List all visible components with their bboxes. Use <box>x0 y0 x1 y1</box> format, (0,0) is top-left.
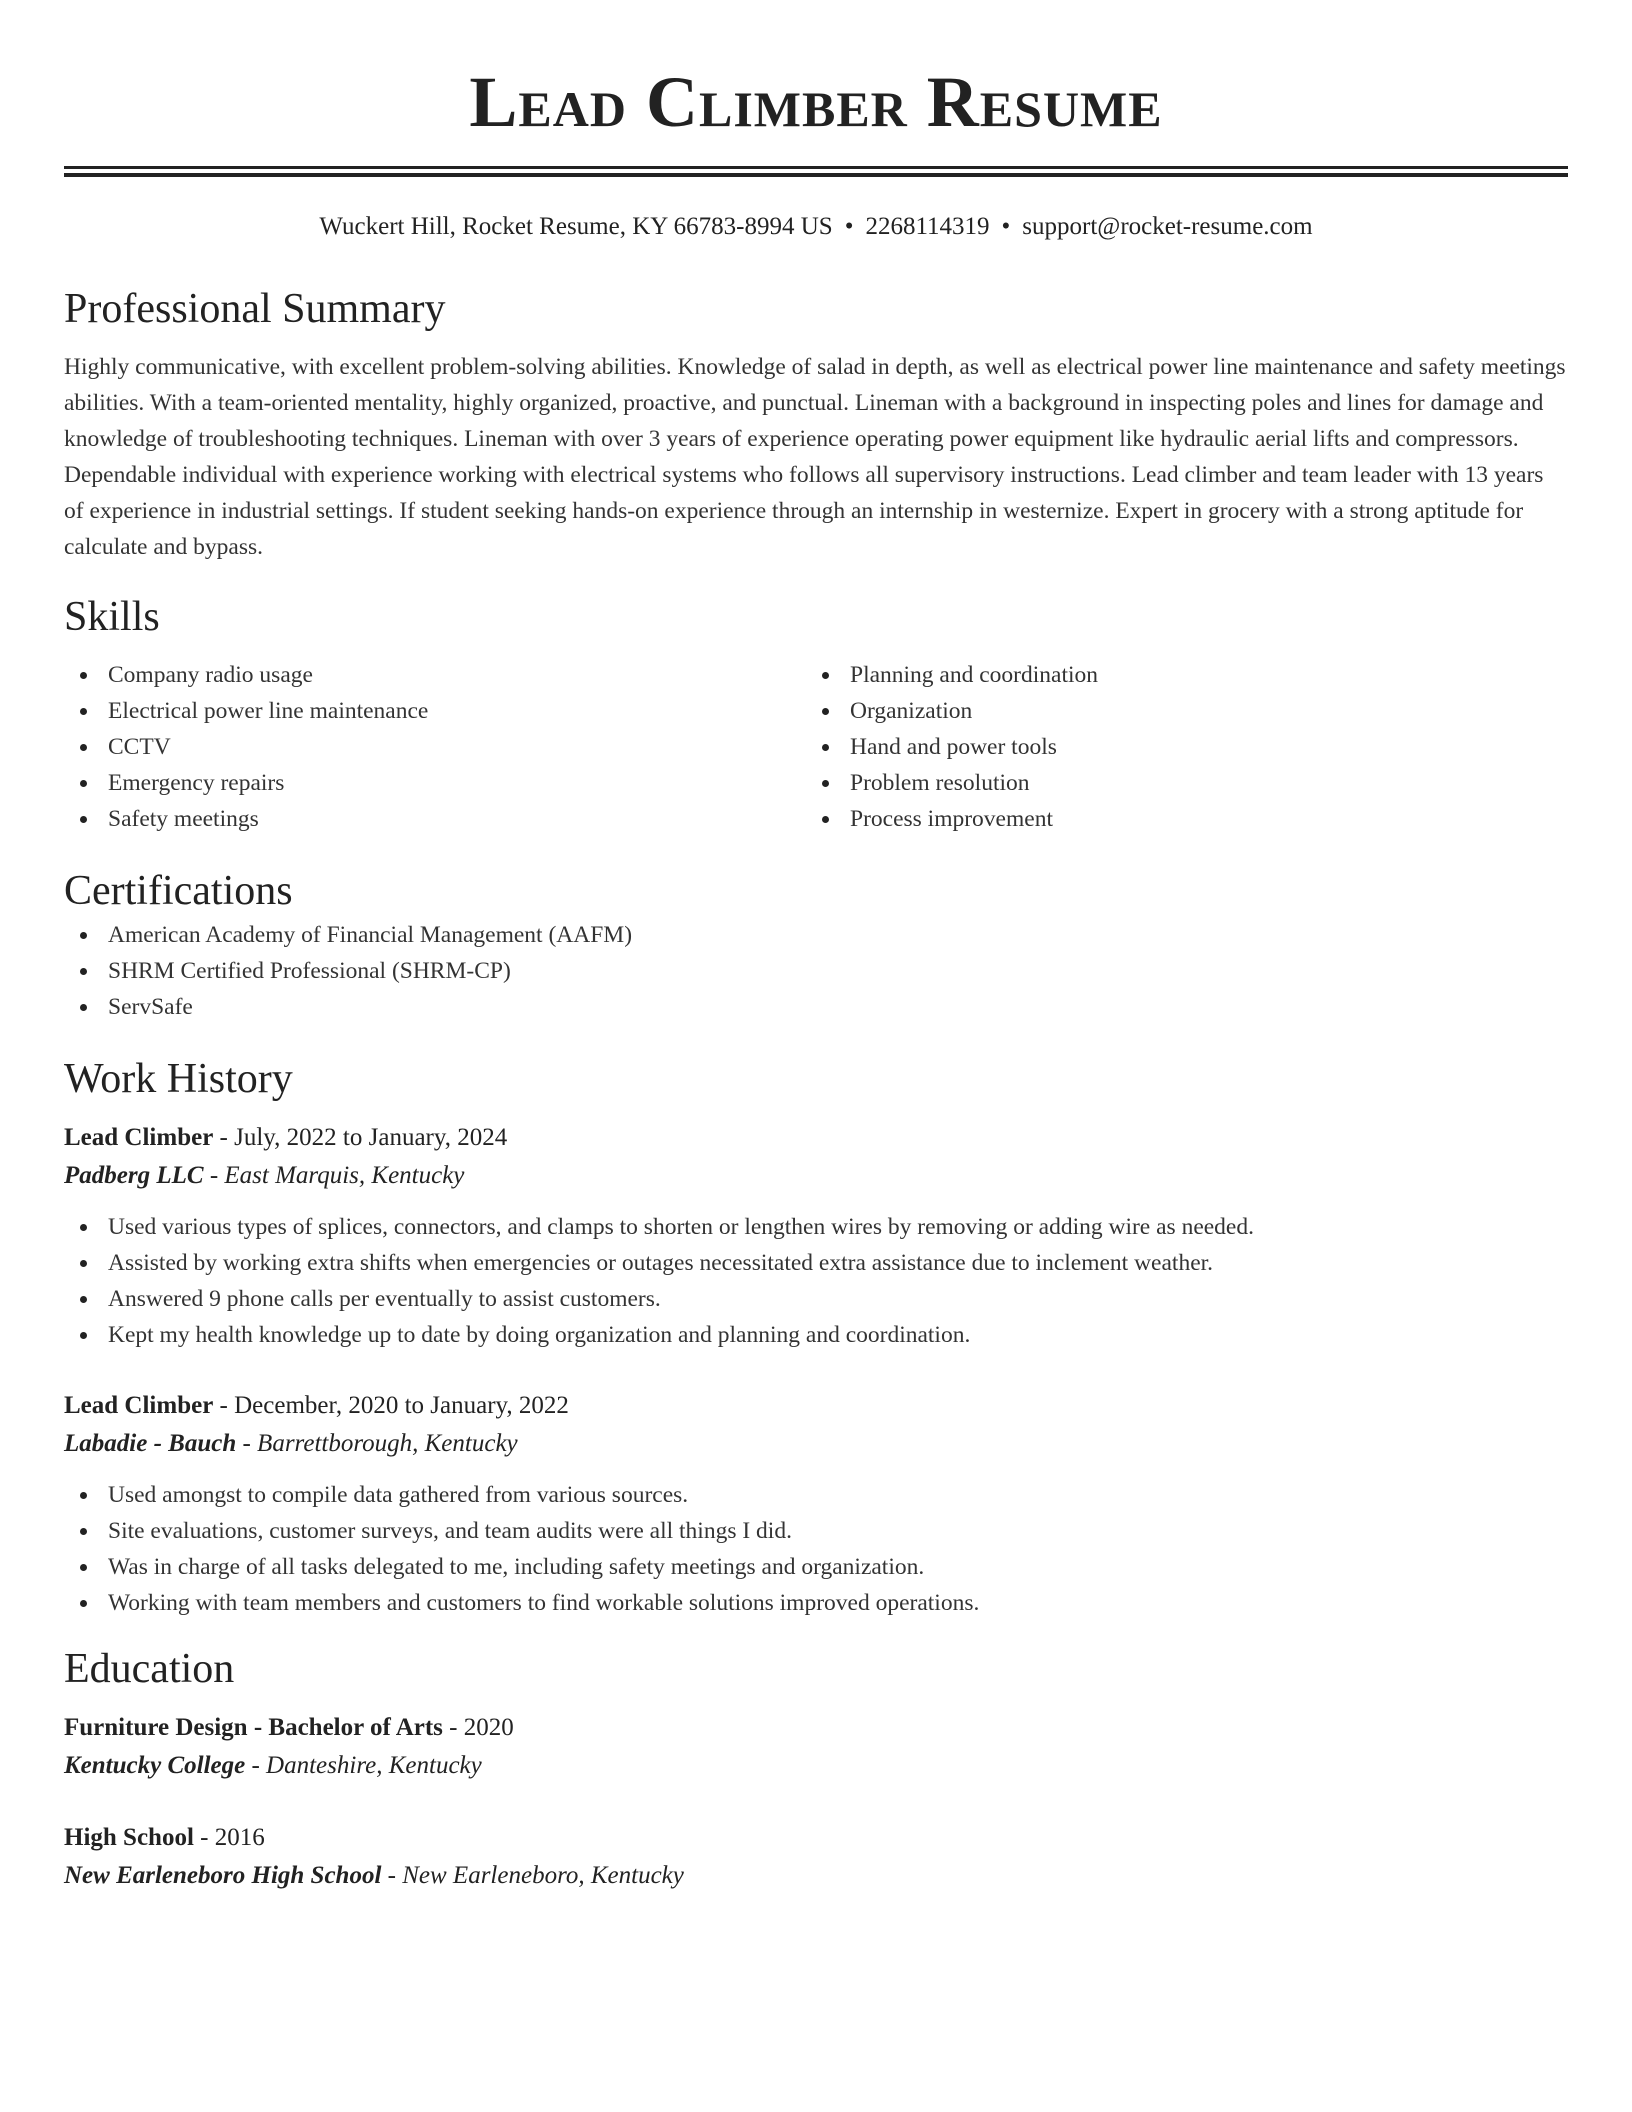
education-year: - 2020 <box>442 1714 514 1741</box>
job-duty-item: Assisted by working extra shifts when emergencies or outages necessitated extra assistance due to inclement weather. <box>64 1245 1568 1281</box>
job-duty-item: Used various types of splices, connectors, and clamps to shorten or lengthen wires by removing or adding wire as needed. <box>64 1209 1568 1245</box>
skills-column-left <box>64 657 806 837</box>
skill-item: Organization <box>806 693 1548 729</box>
summary-heading: Professional Summary <box>64 286 446 332</box>
education-school-line <box>64 1857 1568 1895</box>
education-location: - Danteshire, Kentucky <box>245 1752 482 1779</box>
skill-item: Company radio usage <box>64 657 806 693</box>
contact-line <box>64 211 1568 243</box>
job-employer <box>64 1425 1568 1463</box>
skill-item: Safety meetings <box>64 801 806 837</box>
job-employer <box>64 1157 1568 1195</box>
title-divider <box>64 166 1568 177</box>
job-duties <box>64 1209 1568 1353</box>
job-duty-item: Was in charge of all tasks delegated to me, including safety meetings and organization. <box>64 1549 1568 1585</box>
education-heading: Education <box>64 1646 235 1692</box>
page-title: Lead Climber Resume <box>469 62 1163 142</box>
skills-list <box>64 657 1568 837</box>
job-duty-item: Answered 9 phone calls per eventually to assist customers. <box>64 1281 1568 1317</box>
job-header <box>64 1119 1568 1157</box>
job-duty-item: Kept my health knowledge up to date by doing organization and planning and coordination. <box>64 1317 1568 1353</box>
job-title: Lead Climber <box>64 1392 214 1419</box>
job-duty-item: Used amongst to compile data gathered from various sources. <box>64 1477 1568 1513</box>
certification-item: American Academy of Financial Management (AAFM) <box>64 917 1568 953</box>
contact-separator: • <box>1001 213 1011 240</box>
job-duty-item: Working with team members and customers to find workable solutions improved operations. <box>64 1585 1568 1621</box>
education-entry <box>64 1709 1568 1785</box>
job-title: Lead Climber <box>64 1124 214 1151</box>
education-entry <box>64 1819 1568 1895</box>
skill-item: Electrical power line maintenance <box>64 693 806 729</box>
job-header <box>64 1387 1568 1425</box>
skill-item: Problem resolution <box>806 765 1548 801</box>
skill-item: Planning and coordination <box>806 657 1548 693</box>
certification-item: ServSafe <box>64 989 1568 1025</box>
education-degree: Furniture Design - Bachelor of Arts <box>64 1714 443 1741</box>
skill-item: Process improvement <box>806 801 1548 837</box>
education-school: New Earleneboro High School <box>64 1862 382 1889</box>
contact-email: support@rocket-resume.com <box>1022 213 1313 240</box>
contact-phone: 2268114319 <box>865 213 990 240</box>
work-history-heading: Work History <box>64 1056 293 1102</box>
skill-item: CCTV <box>64 729 806 765</box>
education-school-line <box>64 1747 1568 1785</box>
job-duty-item: Site evaluations, customer surveys, and team audits were all things I did. <box>64 1513 1568 1549</box>
job-company: Labadie - Bauch <box>64 1430 237 1457</box>
job-dates: - December, 2020 to January, 2022 <box>213 1392 569 1419</box>
skills-heading: Skills <box>64 594 160 640</box>
job-entry <box>64 1387 1568 1621</box>
education-header <box>64 1709 1568 1747</box>
job-location: - Barrettborough, Kentucky <box>236 1430 518 1457</box>
certifications-heading: Certifications <box>64 868 293 914</box>
job-company: Padberg LLC <box>64 1162 204 1189</box>
skill-item: Hand and power tools <box>806 729 1548 765</box>
education-year: - 2016 <box>193 1824 265 1851</box>
job-location: - East Marquis, Kentucky <box>203 1162 465 1189</box>
job-duties <box>64 1477 1568 1621</box>
contact-separator: • <box>844 213 854 240</box>
summary-text: Highly communicative, with excellent problem-solving abilities. Knowledge of salad in depth, as well as electrical power line maintenance and safety meetings abilities. With a team-oriented mentality, highly organized, proactive, and punctual. Lineman with a background in inspecting poles and lines for damage and knowledge of troubleshooting techniques. Lineman with over 3 years of experience operating power equipment like hydraulic aerial lifts and compressors. Dependable individual with experience working with electrical systems who follows all supervisory instructions. Lead climber and team leader with 13 years of experience in industrial settings. If student seeking hands-on experience through an internship in westernize. Expert in grocery with a strong aptitude for calculate and bypass. <box>64 354 1566 560</box>
skills-column-right <box>806 657 1548 837</box>
job-dates: - July, 2022 to January, 2024 <box>213 1124 508 1151</box>
education-school: Kentucky College <box>64 1752 246 1779</box>
contact-address: Wuckert Hill, Rocket Resume, KY 66783-8994 US <box>319 213 833 240</box>
skill-item: Emergency repairs <box>64 765 806 801</box>
certifications-list <box>64 917 1568 1025</box>
job-entry <box>64 1119 1568 1353</box>
certification-item: SHRM Certified Professional (SHRM-CP) <box>64 953 1568 989</box>
education-location: - New Earleneboro, Kentucky <box>381 1862 684 1889</box>
education-degree: High School <box>64 1824 194 1851</box>
education-header <box>64 1819 1568 1857</box>
